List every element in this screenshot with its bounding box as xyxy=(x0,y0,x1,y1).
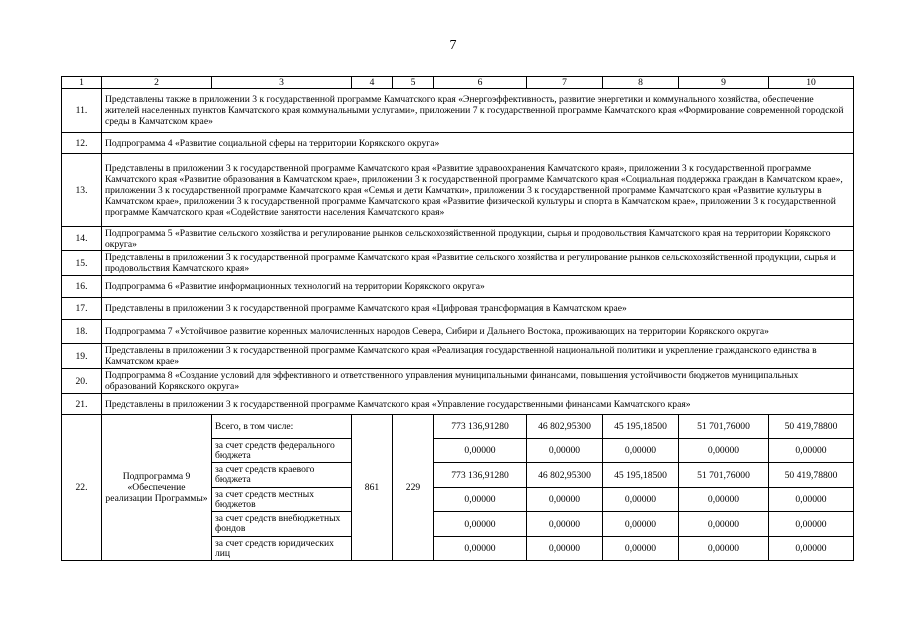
table-row xyxy=(62,344,854,369)
row-number: 15. xyxy=(62,251,102,276)
funding-source-label: за счет средств внебюджетных фондов xyxy=(212,512,352,537)
value-cell: 0,00000 xyxy=(434,488,527,512)
table-row xyxy=(62,320,854,344)
row-number: 14. xyxy=(62,227,102,251)
funding-source-label: за счет средств местных бюджетов xyxy=(212,488,352,512)
header-cell: 7 xyxy=(527,77,603,89)
value-cell: 0,00000 xyxy=(527,512,603,537)
table-row xyxy=(62,251,854,276)
value-cell: 45 195,18500 xyxy=(603,463,679,488)
header-cell: 8 xyxy=(603,77,679,89)
subprogram-name: Подпрограмма 9 «Обеспечение реализации Программы» xyxy=(102,415,212,561)
table-row xyxy=(62,89,854,133)
value-cell: 0,00000 xyxy=(769,488,854,512)
budget-table xyxy=(61,76,854,561)
row-text: Подпрограмма 4 «Развитие социальной сферы на территории Корякского округа» xyxy=(102,133,854,154)
value-cell: 0,00000 xyxy=(769,512,854,537)
value-cell: 0,00000 xyxy=(603,512,679,537)
table-row xyxy=(62,154,854,227)
funding-source-label: Всего, в том числе: xyxy=(212,415,352,439)
value-cell: 0,00000 xyxy=(603,488,679,512)
header-cell: 3 xyxy=(212,77,352,89)
value-cell: 46 802,95300 xyxy=(527,415,603,439)
page-number: 7 xyxy=(449,38,457,53)
row-number: 21. xyxy=(62,394,102,415)
value-cell: 0,00000 xyxy=(769,439,854,463)
table-row xyxy=(62,133,854,154)
value-cell: 50 419,78800 xyxy=(769,415,854,439)
value-cell: 0,00000 xyxy=(527,537,603,561)
row-text: Представлены в приложении 3 к государственной программе Камчатского края «Управление государственными финансами Камчатского края» xyxy=(102,394,854,415)
row-text: Подпрограмма 5 «Развитие сельского хозяйства и регулирование рынков сельскохозяйственной продукции, сырья и продовольствия Камчатского края на территории Корякского округа» xyxy=(102,227,854,251)
value-cell: 0,00000 xyxy=(679,439,769,463)
funding-source-label: за счет средств юридических лиц xyxy=(212,537,352,561)
value-cell: 0,00000 xyxy=(603,439,679,463)
value-cell: 50 419,78800 xyxy=(769,463,854,488)
header-cell: 2 xyxy=(102,77,212,89)
header-cell: 4 xyxy=(352,77,393,89)
row-text: Представлены в приложении 3 к государственной программе Камчатского края «Цифровая трансформация в Камчатском крае» xyxy=(102,298,854,320)
value-cell: 0,00000 xyxy=(679,512,769,537)
value-cell: 45 195,18500 xyxy=(603,415,679,439)
funding-source-label: за счет средств краевого бюджета xyxy=(212,463,352,488)
funding-source-label: за счет средств федерального бюджета xyxy=(212,439,352,463)
row-number: 16. xyxy=(62,276,102,298)
row-number: 17. xyxy=(62,298,102,320)
row-number: 22. xyxy=(62,415,102,561)
row-text: Подпрограмма 7 «Устойчивое развитие коренных малочисленных народов Севера, Сибири и Дальнего Востока, проживающих на территории Корякского округа» xyxy=(102,320,854,344)
col5-code: 229 xyxy=(393,415,434,561)
table-row xyxy=(62,276,854,298)
row-text: Представлены в приложении 3 к государственной программе Камчатского края «Развитие сельского хозяйства и регулирование рынков сельскохозяйственной продукции, сырья и продовольствия Камчатского края» xyxy=(102,251,854,276)
value-cell: 0,00000 xyxy=(434,439,527,463)
row-number: 18. xyxy=(62,320,102,344)
row-text: Подпрограмма 8 «Создание условий для эффективного и ответственного управления муниципальными финансами, повышения устойчивости бюджетов муниципальных образований Корякского округа» xyxy=(102,369,854,394)
table-row xyxy=(62,298,854,320)
table-row xyxy=(62,369,854,394)
value-cell: 0,00000 xyxy=(527,488,603,512)
row-text: Представлены в приложении 3 к государственной программе Камчатского края «Развитие здравоохранения Камчатского края», приложении 3 к государственной программе Камчатского края «Развитие образования в Камчатском крае», приложении 3 к государственной программе Камчатского края «Социальная поддержка граждан в Камчатском крае», приложении 3 к государственной программе Камчатского края «Семья и дети Камчатки», приложении 3 к государственной программе Камчатского края «Развитие культуры в Камчатском крае», приложении 3 к государственной программе Камчатского края «Развитие физической культуры и спорта в Камчатском крае», приложении 3 к государственной программе Камчатского края «Содействие занятости населения Камчатского края» xyxy=(102,154,854,227)
value-cell: 0,00000 xyxy=(769,537,854,561)
value-cell: 46 802,95300 xyxy=(527,463,603,488)
value-cell: 51 701,76000 xyxy=(679,463,769,488)
value-cell: 0,00000 xyxy=(527,439,603,463)
subprogram-row xyxy=(62,415,854,439)
value-cell: 51 701,76000 xyxy=(679,415,769,439)
value-cell: 0,00000 xyxy=(603,537,679,561)
value-cell: 0,00000 xyxy=(679,537,769,561)
header-cell: 6 xyxy=(434,77,527,89)
row-number: 11. xyxy=(62,89,102,133)
value-cell: 0,00000 xyxy=(434,537,527,561)
value-cell: 773 136,91280 xyxy=(434,415,527,439)
row-text: Подпрограмма 6 «Развитие информационных технологий на территории Корякского округа» xyxy=(102,276,854,298)
table-row xyxy=(62,394,854,415)
value-cell: 773 136,91280 xyxy=(434,463,527,488)
row-number: 13. xyxy=(62,154,102,227)
header-cell: 1 xyxy=(62,77,102,89)
table-row xyxy=(62,227,854,251)
row-number: 12. xyxy=(62,133,102,154)
value-cell: 0,00000 xyxy=(679,488,769,512)
header-cell: 9 xyxy=(679,77,769,89)
row-number: 19. xyxy=(62,344,102,369)
header-row xyxy=(62,77,854,89)
col4-code: 861 xyxy=(352,415,393,561)
row-text: Представлены также в приложении 3 к государственной программе Камчатского края «Энергоэффективность, развитие энергетики и коммунального хозяйства, обеспечение жителей населенных пунктов Камчатского края коммунальными услугами», приложении 7 к государственной программе Камчатского края «Формирование современной городской среды в Камчатском крае» xyxy=(102,89,854,133)
header-cell: 10 xyxy=(769,77,854,89)
row-text: Представлены в приложении 3 к государственной программе Камчатского края «Реализация государственной национальной политики и укрепление гражданского единства в Камчатском крае» xyxy=(102,344,854,369)
row-number: 20. xyxy=(62,369,102,394)
header-cell: 5 xyxy=(393,77,434,89)
value-cell: 0,00000 xyxy=(434,512,527,537)
